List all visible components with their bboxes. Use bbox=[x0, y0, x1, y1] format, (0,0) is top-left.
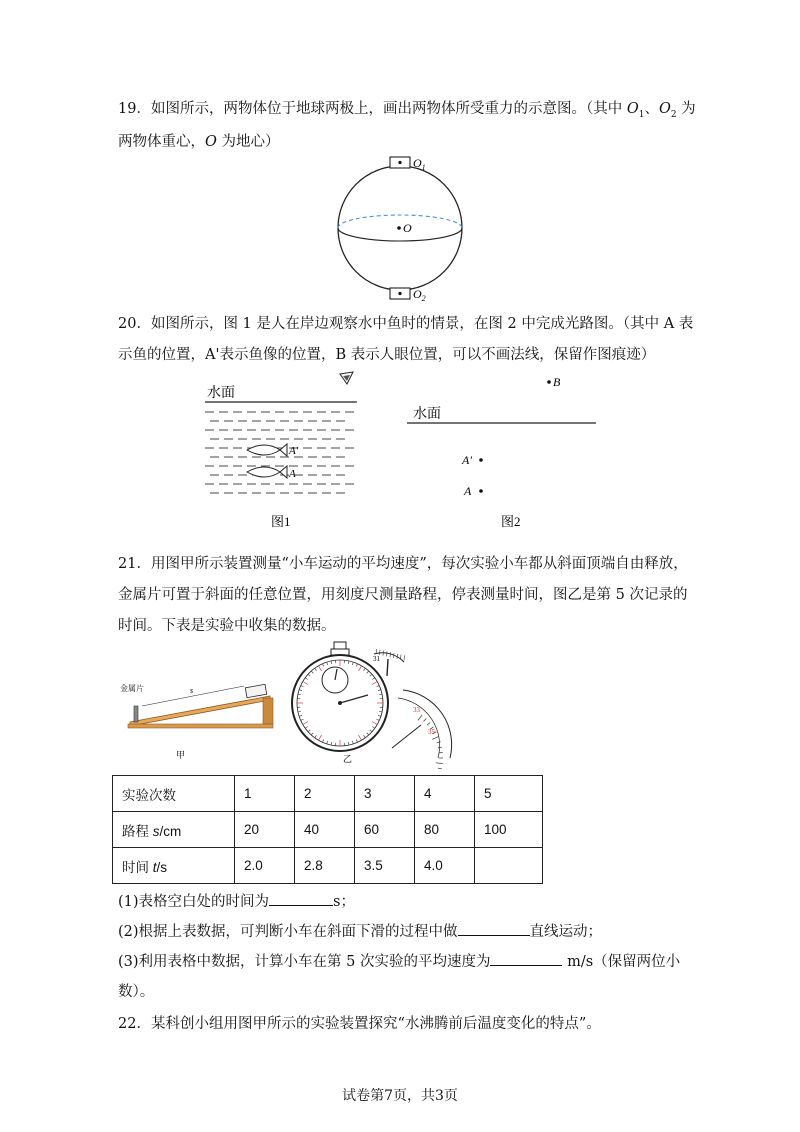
equator-front bbox=[338, 228, 462, 241]
table-cell: 3.5 bbox=[355, 848, 415, 884]
table-cell: 20 bbox=[235, 812, 295, 848]
zoom-minute-hand bbox=[387, 659, 388, 676]
q19-line1 bbox=[118, 94, 696, 130]
zoom-num-35: 35 bbox=[428, 728, 435, 736]
table-cell: 40 bbox=[295, 812, 355, 848]
figure-yi-stopwatch bbox=[288, 640, 463, 770]
table-cell: 60 bbox=[355, 812, 415, 848]
zoom-ticks bbox=[418, 715, 443, 770]
q22-line1: 22．某科创小组用图甲所示的实验装置探究“水沸腾前后温度变化的特点”。 bbox=[118, 1016, 601, 1032]
q19-text: 19．如图所示，两物体位于地球两极上，画出两物体所受重力的示意图。（其中 bbox=[118, 101, 627, 117]
table-cell: 4.0 bbox=[415, 848, 475, 884]
table-row-trial bbox=[113, 776, 543, 812]
table-cell: 2 bbox=[295, 776, 355, 812]
cart-icon bbox=[245, 684, 266, 697]
yi-caption: 乙 bbox=[343, 754, 353, 764]
fig2-caption: 图2 bbox=[501, 514, 521, 529]
var-o1: O bbox=[626, 101, 639, 117]
answer-blank-3[interactable] bbox=[490, 949, 562, 966]
q19-line2 bbox=[118, 127, 280, 157]
fig2-water-label: 水面 bbox=[413, 407, 441, 422]
q20-line2: 示鱼的位置，A'表示鱼像的位置，B 表示人眼位置，可以不画法线，保留作图痕迹） bbox=[118, 347, 656, 363]
table-cell: 5 bbox=[475, 776, 543, 812]
var-o2: O bbox=[658, 101, 671, 117]
figure-2 bbox=[400, 370, 610, 532]
fig1-caption: 图1 bbox=[271, 514, 291, 529]
table-cell: 100 bbox=[475, 812, 543, 848]
label-o2: $O_2$ bbox=[413, 287, 426, 303]
zoom-num-33: 33 bbox=[413, 706, 420, 714]
fig1-a-prime: A' bbox=[289, 445, 299, 457]
sub-1: 1 bbox=[638, 109, 645, 120]
point-b bbox=[547, 380, 551, 384]
fig1-water-label: 水面 bbox=[207, 386, 235, 401]
table-cell: 80 bbox=[415, 812, 475, 848]
table-cell: 2.0 bbox=[235, 848, 295, 884]
fish-icon bbox=[247, 466, 287, 478]
q21-line3: 时间。下表是实验中收集的数据。 bbox=[118, 618, 336, 634]
fig2-a: A bbox=[464, 484, 472, 498]
figure-1 bbox=[195, 370, 375, 532]
page-footer: 试卷第7页，共3页 bbox=[342, 1088, 458, 1104]
metal-plate bbox=[134, 706, 138, 722]
q21-sub2: (2)根据上表数据，可判断小车在斜面下滑的过程中做 直线运动； bbox=[118, 917, 602, 947]
answer-blank-2[interactable] bbox=[458, 919, 530, 936]
label-o1: $O_1$ bbox=[413, 156, 426, 172]
center-o1 bbox=[398, 161, 401, 164]
table-row-time bbox=[113, 848, 543, 884]
answer-blank-1[interactable] bbox=[269, 889, 333, 906]
data-table bbox=[112, 775, 543, 884]
jia-caption: 甲 bbox=[176, 750, 186, 760]
table-header: 实验次数 bbox=[113, 776, 235, 812]
table-header: 路程 s/cm bbox=[113, 812, 235, 848]
hand-pivot bbox=[338, 701, 342, 705]
fig1-a: A bbox=[289, 468, 296, 480]
var-o: O bbox=[205, 134, 217, 150]
table-cell: 1 bbox=[235, 776, 295, 812]
q19-text2-end: 为地心） bbox=[216, 134, 280, 150]
point-a-prime bbox=[479, 458, 483, 462]
incline-board bbox=[130, 696, 270, 726]
table-row-distance bbox=[113, 812, 543, 848]
fig2-b: B bbox=[553, 375, 561, 389]
separator: 、 bbox=[644, 101, 659, 117]
zoom-second-hand bbox=[392, 725, 421, 748]
support-block bbox=[263, 698, 273, 724]
figure-jia-incline bbox=[120, 660, 280, 765]
q21-sub3: (3)利用表格中数据，计算小车在第 5 次实验的平均速度为 m/s（保留两位小 bbox=[118, 947, 680, 977]
point-a bbox=[479, 489, 483, 493]
stopwatch-crown bbox=[334, 642, 346, 649]
base-board bbox=[128, 724, 273, 728]
eye-icon bbox=[340, 372, 353, 384]
q21-line1: 21．用图甲所示装置测量“小车运动的平均速度”，每次实验小车都从斜面顶端自由释放， bbox=[118, 556, 688, 572]
fig2-a-prime: A' bbox=[462, 453, 472, 467]
q21-sub3-cont: 数）。 bbox=[118, 984, 155, 1000]
sub-2: 2 bbox=[670, 109, 677, 120]
fig1-waves bbox=[205, 412, 354, 493]
fish-image-icon bbox=[247, 444, 287, 456]
table-cell: 4 bbox=[415, 776, 475, 812]
zoom-dial-arc bbox=[403, 690, 452, 758]
metal-plate-label: 金属片 bbox=[120, 684, 144, 693]
center-o2 bbox=[398, 292, 401, 295]
zoom-num-31: 31 bbox=[373, 655, 380, 663]
center-o bbox=[397, 226, 401, 230]
table-cell: 2.8 bbox=[295, 848, 355, 884]
q19-text2: 两物体重心， bbox=[118, 134, 205, 150]
q21-line2: 金属片可置于斜面的任意位置，用刻度尺测量路程，停表测量时间，图乙是第 5 次记录的 bbox=[118, 587, 688, 603]
q21-sub1: (1)表格空白处的时间为 s； bbox=[118, 887, 355, 917]
equator-back bbox=[338, 215, 462, 228]
s-label: s bbox=[190, 686, 194, 695]
earth-figure bbox=[330, 150, 480, 305]
table-header: 时间 t/s bbox=[113, 848, 235, 884]
q19-text-end: 为 bbox=[676, 101, 696, 117]
q20-line1: 20．如图所示，图 1 是人在岸边观察水中鱼时的情景，在图 2 中完成光路图。（其中 A 表 bbox=[118, 316, 694, 332]
table-cell-blank bbox=[475, 848, 543, 884]
table-cell: 3 bbox=[355, 776, 415, 812]
label-o: O bbox=[403, 221, 412, 235]
